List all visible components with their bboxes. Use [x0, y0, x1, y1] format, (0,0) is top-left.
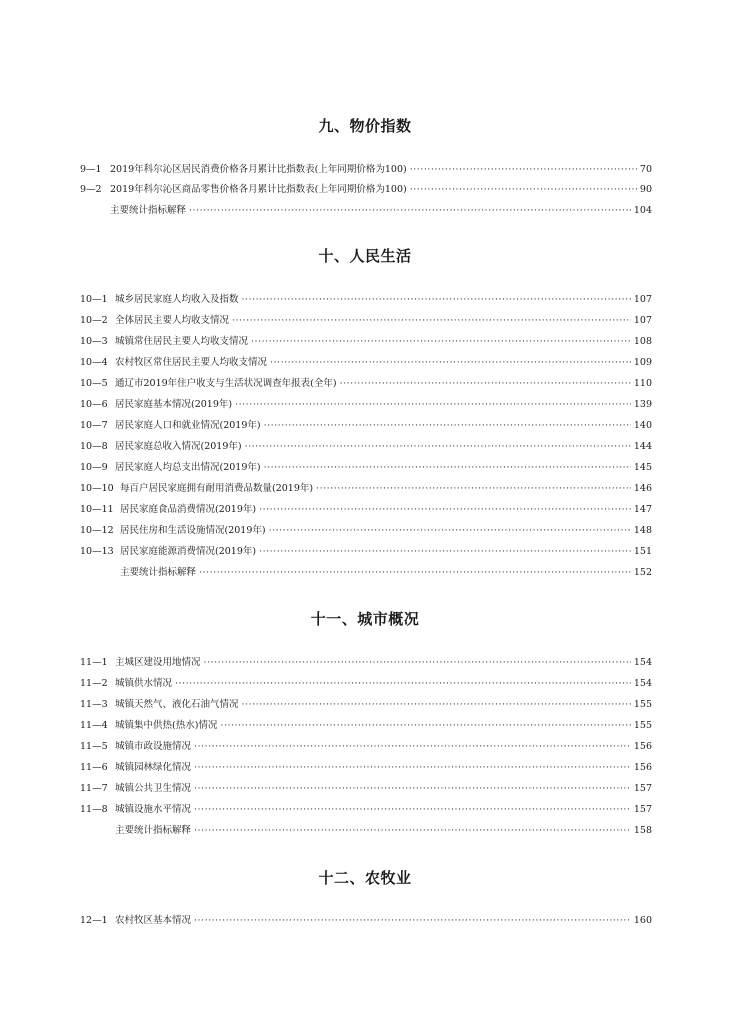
entry-title: 城镇集中供热(热水)情况 — [115, 720, 218, 731]
toc-entry[interactable] — [80, 398, 652, 412]
leader-dots — [410, 163, 637, 177]
entry-number: 10—5 — [80, 378, 108, 389]
leader-dots — [220, 719, 630, 733]
leader-dots — [204, 656, 631, 670]
leader-dots — [269, 524, 631, 538]
section-title: 十一、城市概况 — [310, 610, 420, 628]
leader-dots — [245, 440, 631, 454]
entry-number: 9—2 — [80, 184, 102, 195]
toc-entry[interactable] — [80, 914, 652, 928]
entry-page: 160 — [633, 915, 652, 926]
section-title: 十、人民生活 — [318, 247, 412, 265]
entry-title: 农村牧区常住居民主要人均收支情况 — [115, 357, 268, 368]
toc-entry[interactable] — [80, 377, 652, 391]
entry-title: 居民家庭能源消费情况(2019年) — [120, 546, 257, 557]
entry-page: 108 — [633, 336, 652, 347]
leader-dots — [242, 293, 631, 307]
entry-page: 151 — [633, 546, 652, 557]
entry-page: 155 — [633, 720, 652, 731]
entry-page: 107 — [633, 315, 652, 326]
entry-title: 全体居民主要人均收支情况 — [115, 315, 230, 326]
leader-dots — [232, 314, 631, 328]
entry-title: 城乡居民家庭人均收入及指数 — [115, 294, 239, 305]
toc-entry[interactable] — [80, 719, 652, 733]
toc-entry[interactable] — [80, 419, 652, 433]
leader-dots — [194, 803, 631, 817]
leader-dots — [194, 740, 631, 754]
toc-entry[interactable] — [80, 503, 652, 517]
entry-title: 居民家庭人均总支出情况(2019年) — [115, 462, 261, 473]
section-title: 九、物价指数 — [318, 117, 412, 135]
entry-number: 12—1 — [80, 915, 108, 926]
leader-dots — [194, 761, 631, 775]
entry-number: 10—9 — [80, 462, 108, 473]
entry-number: 10—10 — [80, 483, 114, 494]
leader-dots — [242, 698, 631, 712]
entry-title: 城镇供水情况 — [115, 678, 173, 689]
entry-title: 城镇园林绿化情况 — [115, 762, 192, 773]
entry-number: 11—5 — [80, 741, 108, 752]
entry-page: 144 — [633, 441, 652, 452]
toc-entry[interactable] — [80, 314, 652, 328]
toc-entry[interactable] — [80, 761, 652, 775]
entry-title: 通辽市2019年住户收支与生活状况调查年报表(全年) — [115, 378, 337, 389]
entry-number: 11—8 — [80, 804, 108, 815]
entry-number: 11—3 — [80, 699, 108, 710]
leader-dots — [199, 566, 631, 580]
entry-page: 157 — [633, 783, 652, 794]
entry-title: 居民家庭食品消费情况(2019年) — [120, 504, 257, 515]
leader-dots — [251, 335, 631, 349]
leader-dots — [194, 824, 631, 838]
leader-dots — [410, 183, 637, 197]
entry-page: 155 — [633, 699, 652, 710]
leader-dots — [194, 914, 631, 928]
entry-title: 居民家庭基本情况(2019年) — [115, 399, 233, 410]
entry-number: 11—4 — [80, 720, 108, 731]
entry-number: 11—6 — [80, 762, 108, 773]
entry-page: 139 — [633, 399, 652, 410]
toc-entry[interactable] — [80, 293, 652, 307]
entry-number: 10—7 — [80, 420, 108, 431]
entry-page: 110 — [633, 378, 652, 389]
leader-dots — [264, 419, 631, 433]
entry-number: 10—8 — [80, 441, 108, 452]
entry-title: 城镇常住居民主要人均收支情况 — [115, 336, 249, 347]
toc-entry[interactable] — [80, 782, 652, 796]
entry-page: 157 — [633, 804, 652, 815]
toc-entry[interactable] — [80, 545, 652, 559]
toc-entry[interactable] — [80, 677, 652, 691]
entry-number: 11—2 — [80, 678, 108, 689]
leader-dots — [175, 677, 631, 691]
toc-entry[interactable] — [80, 461, 652, 475]
section-title: 十二、农牧业 — [318, 869, 412, 887]
toc-entry[interactable] — [80, 204, 652, 218]
leader-dots — [235, 398, 631, 412]
entry-page: 90 — [639, 184, 652, 195]
toc-entry[interactable] — [80, 440, 652, 454]
toc-entry[interactable] — [80, 698, 652, 712]
entry-title: 城镇市政设施情况 — [115, 741, 192, 752]
entry-number: 10—2 — [80, 315, 108, 326]
entry-number: 10—3 — [80, 336, 108, 347]
entry-page: 156 — [633, 762, 652, 773]
entry-title: 农村牧区基本情况 — [115, 915, 192, 926]
entry-number: 10—1 — [80, 294, 108, 305]
leader-dots — [194, 782, 631, 796]
entry-page: 154 — [633, 657, 652, 668]
toc-entry[interactable] — [80, 335, 652, 349]
entry-page: 148 — [633, 525, 652, 536]
leader-dots — [340, 377, 631, 391]
entry-number: 10—12 — [80, 525, 114, 536]
leader-dots — [264, 461, 631, 475]
entry-page: 145 — [633, 462, 652, 473]
entry-title: 主城区建设用地情况 — [115, 657, 201, 668]
entry-page: 158 — [633, 825, 652, 836]
entry-title: 城镇天然气、液化石油气情况 — [115, 699, 239, 710]
entry-page: 104 — [633, 205, 652, 216]
entry-title: 城镇设施水平情况 — [115, 804, 192, 815]
entry-page: 152 — [633, 567, 652, 578]
entry-number: 10—4 — [80, 357, 108, 368]
toc-entry[interactable] — [80, 803, 652, 817]
toc-entry[interactable] — [80, 524, 652, 538]
leader-dots — [189, 204, 631, 218]
toc-entry[interactable] — [80, 183, 652, 197]
entry-number: 11—1 — [80, 657, 108, 668]
entry-page: 109 — [633, 357, 652, 368]
entry-page: 107 — [633, 294, 652, 305]
entry-title: 主要统计指标解释 — [110, 205, 187, 216]
entry-page: 140 — [633, 420, 652, 431]
toc-entry[interactable] — [80, 740, 652, 754]
toc-entry[interactable] — [80, 163, 652, 177]
toc-entry[interactable] — [80, 566, 652, 580]
entry-page: 147 — [633, 504, 652, 515]
toc-entry[interactable] — [80, 482, 652, 496]
entry-number: 10—6 — [80, 399, 108, 410]
entry-title: 2019年科尔沁区居民消费价格各月累计比指数表(上年同期价格为100) — [110, 164, 407, 175]
entry-title: 居民住房和生活设施情况(2019年) — [120, 525, 266, 536]
entry-number: 11—7 — [80, 783, 108, 794]
toc-entry[interactable] — [80, 824, 652, 838]
entry-number: 10—13 — [80, 546, 114, 557]
entry-page: 70 — [639, 164, 652, 175]
entry-page: 156 — [633, 741, 652, 752]
entry-title: 城镇公共卫生情况 — [115, 783, 192, 794]
leader-dots — [270, 356, 631, 370]
entry-number: 9—1 — [80, 164, 102, 175]
entry-number: 10—11 — [80, 504, 114, 515]
entry-page: 154 — [633, 678, 652, 689]
toc-entry[interactable] — [80, 656, 652, 670]
leader-dots — [316, 482, 631, 496]
toc-entry[interactable] — [80, 356, 652, 370]
entry-title: 主要统计指标解释 — [115, 825, 192, 836]
entry-page: 146 — [633, 483, 652, 494]
entry-title: 每百户居民家庭拥有耐用消费品数量(2019年) — [120, 483, 314, 494]
entry-title: 2019年科尔沁区商品零售价格各月累计比指数表(上年同期价格为100) — [110, 184, 407, 195]
leader-dots — [259, 503, 631, 517]
entry-title: 居民家庭总收入情况(2019年) — [115, 441, 242, 452]
entry-title: 居民家庭人口和就业情况(2019年) — [115, 420, 261, 431]
leader-dots — [259, 545, 631, 559]
entry-title: 主要统计指标解释 — [120, 567, 197, 578]
